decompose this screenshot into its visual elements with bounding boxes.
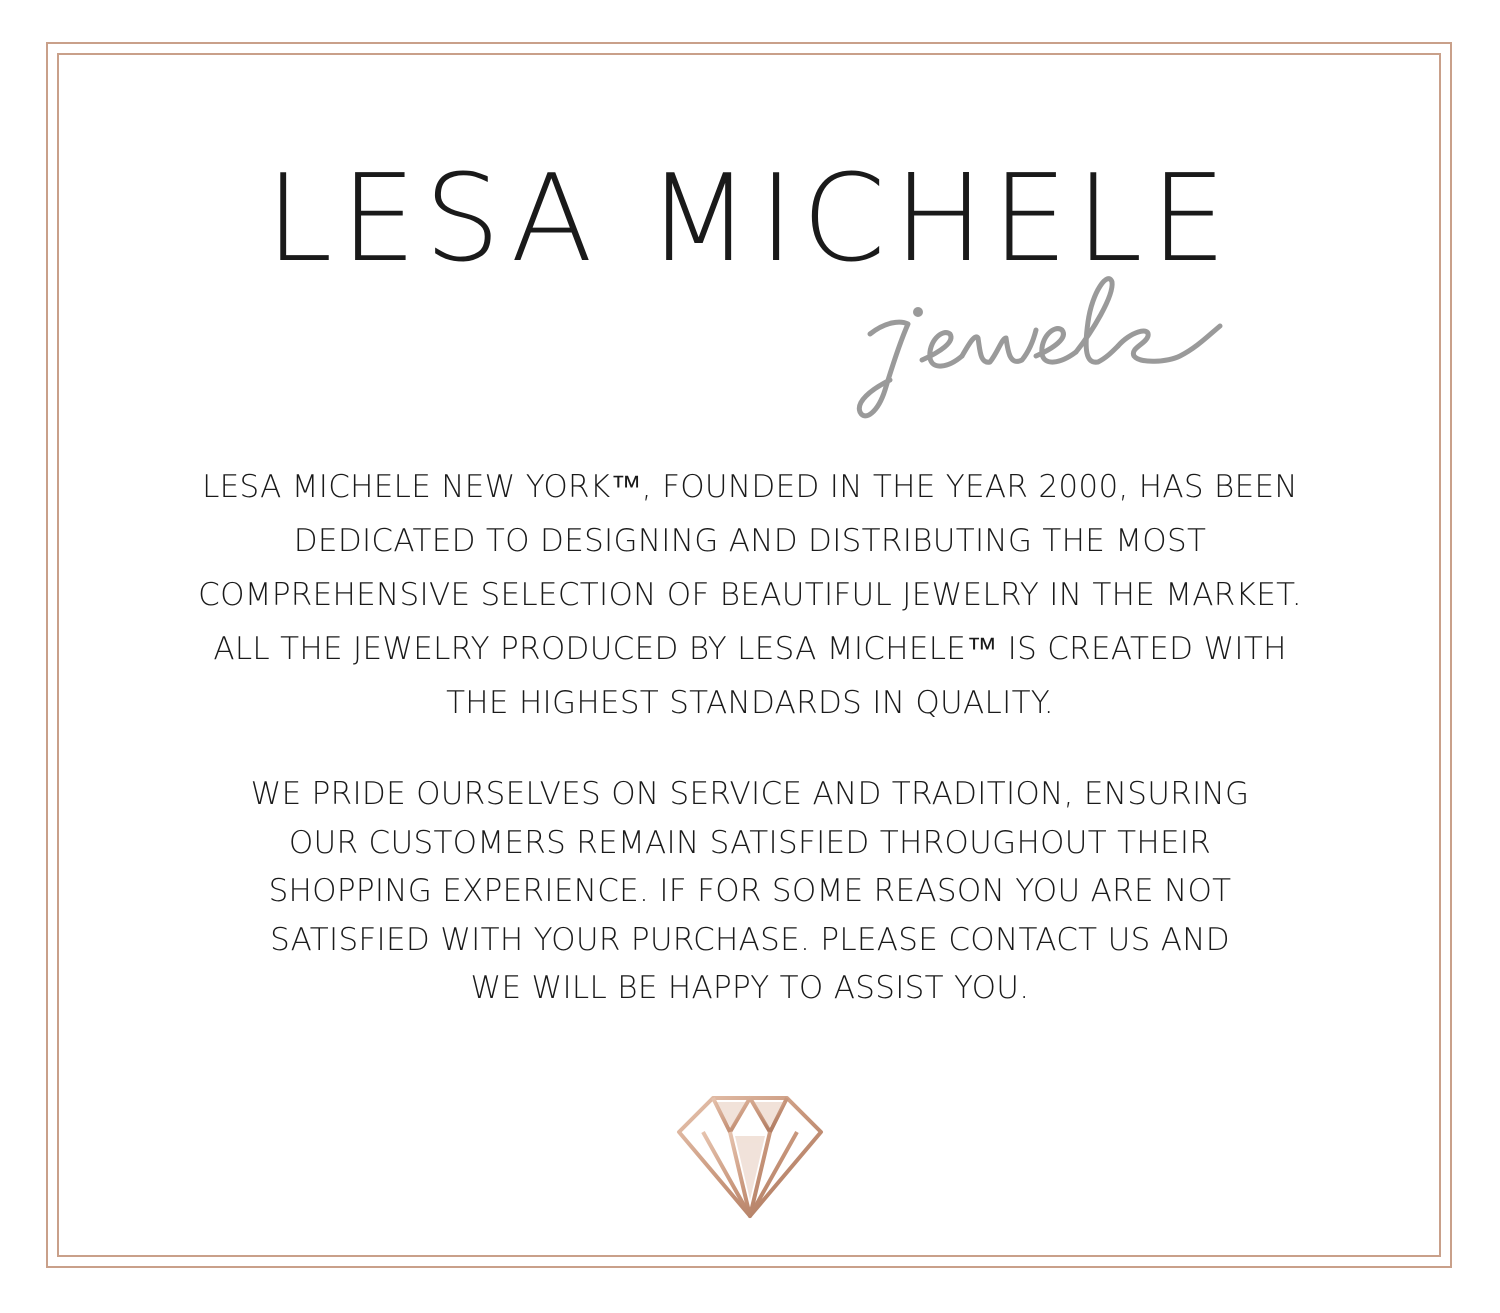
about-line: ALL THE JEWELRY PRODUCED BY LESA MICHELE™ IS CREATED WITH <box>213 631 1287 667</box>
about-line: LESA MICHELE NEW YORK™, FOUNDED IN THE YEAR 2000, HAS BEEN <box>202 469 1298 505</box>
about-line: WE WILL BE HAPPY TO ASSIST YOU. <box>470 970 1030 1006</box>
about-paragraph-history <box>0 460 1500 730</box>
about-line: WE PRIDE OURSELVES ON SERVICE AND TRADITION, ENSURING <box>250 776 1250 812</box>
about-line: SATISFIED WITH YOUR PURCHASE. PLEASE CONTACT US AND <box>270 921 1230 958</box>
about-paragraph-service <box>0 770 1500 1013</box>
about-line: SHOPPING EXPERIENCE. IF FOR SOME REASON YOU ARE NOT <box>268 873 1232 909</box>
about-line: OUR CUSTOMERS REMAIN SATISFIED THROUGHOUT THEIR <box>288 824 1212 861</box>
brand-logo-script-jewels <box>830 272 1250 432</box>
about-line: COMPREHENSIVE SELECTION OF BEAUTIFUL JEWELRY IN THE MARKET. <box>198 577 1302 613</box>
diamond-icon <box>675 1090 825 1220</box>
brand-logo-wordmark: LESA MICHELE <box>265 150 1235 289</box>
about-line: DEDICATED TO DESIGNING AND DISTRIBUTING THE MOST <box>293 523 1207 559</box>
about-line: THE HIGHEST STANDARDS IN QUALITY. <box>446 685 1054 721</box>
